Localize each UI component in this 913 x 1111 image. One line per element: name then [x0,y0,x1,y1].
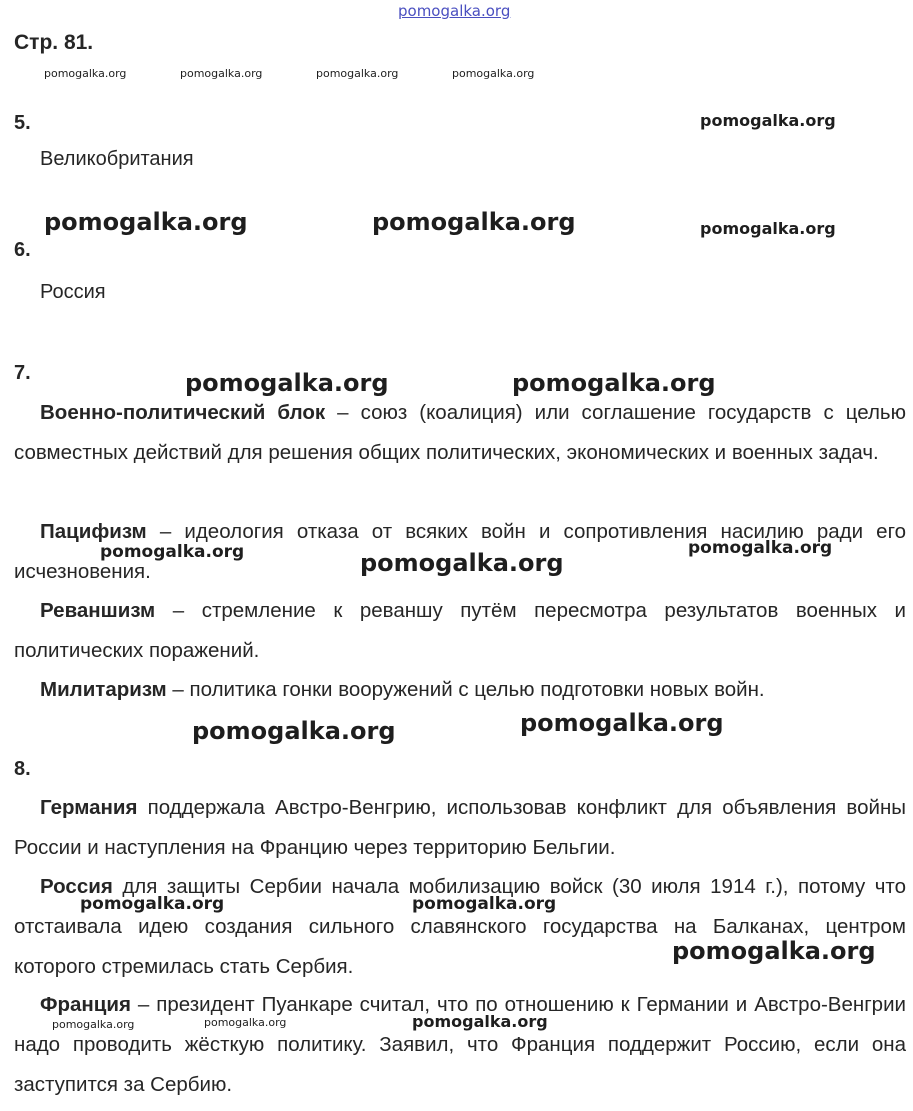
watermark: pomogalka.org [44,67,127,80]
term: Военно-политический блок [40,401,326,424]
definition-military-bloc [14,393,906,473]
section-5-answer: Великобритания [40,148,194,170]
watermark: pomogalka.org [452,67,535,80]
watermark: pomogalka.org [204,1016,287,1029]
term: Пацифизм [40,520,147,543]
definition-revanchism [14,591,906,671]
watermark: pomogalka.org [52,1018,135,1031]
country-germany [14,788,906,868]
section-6-number: 6. [14,239,31,261]
term: Милитаризм [40,678,167,701]
watermark: pomogalka.org [372,208,576,236]
watermark: pomogalka.org [100,542,245,562]
section-8-number: 8. [14,758,31,780]
watermark: pomogalka.org [44,208,248,236]
section-5-number: 5. [14,112,31,134]
term: Реваншизм [40,599,156,622]
watermark: pomogalka.org [672,937,876,965]
watermark-link[interactable]: pomogalka.org [398,2,511,20]
country-russia [14,867,906,987]
watermark: pomogalka.org [360,549,564,577]
definition-text: – идеология отказа от всяких войн и сопротивления насилию ради его исчезновения. [14,520,906,583]
term: Франция [40,993,131,1016]
watermark: pomogalka.org [185,369,389,397]
watermark: pomogalka.org [412,894,557,914]
definition-text: – союз (коалиция) или соглашение государств с целью совместных действий для решения общих политических, экономических и военных задач. [14,401,906,464]
country-text: – президент Пуанкаре считал, что по отношению к Германии и Австро-Венгрии надо проводить жёсткую политику. Заявил, что Франция поддержит Россию, если она заступится за Сербию. [14,993,906,1096]
watermark: pomogalka.org [192,717,396,745]
section-6-answer: Россия [40,281,106,303]
watermark: pomogalka.org [688,538,833,558]
country-text: поддержала Австро-Венгрию, использовав конфликт для объявления войны России и наступления на Францию через территорию Бельгии. [14,796,906,859]
watermark: pomogalka.org [180,67,263,80]
definition-militarism [14,670,906,710]
page-title: Стр. 81. [14,31,94,54]
term: Германия [40,796,138,819]
definition-text: – стремление к реваншу путём пересмотра результатов военных и политических поражений. [14,599,906,662]
watermark: pomogalka.org [700,219,836,238]
watermark: pomogalka.org [316,67,399,80]
watermark: pomogalka.org [700,111,836,130]
watermark: pomogalka.org [520,709,724,737]
country-france [14,985,906,1105]
term: Россия [40,875,113,898]
watermark: pomogalka.org [512,369,716,397]
section-7-number: 7. [14,362,31,384]
country-text: для защиты Сербии начала мобилизацию войск (30 июля 1914 г.), потому что отстаивала идею создания сильного славянского государства на Балканах, центром которого стремилась стать Сербия. [14,875,906,978]
watermark: pomogalka.org [80,894,225,914]
definition-text: – политика гонки вооружений с целью подготовки новых войн. [166,678,765,701]
watermark: pomogalka.org [412,1012,548,1031]
